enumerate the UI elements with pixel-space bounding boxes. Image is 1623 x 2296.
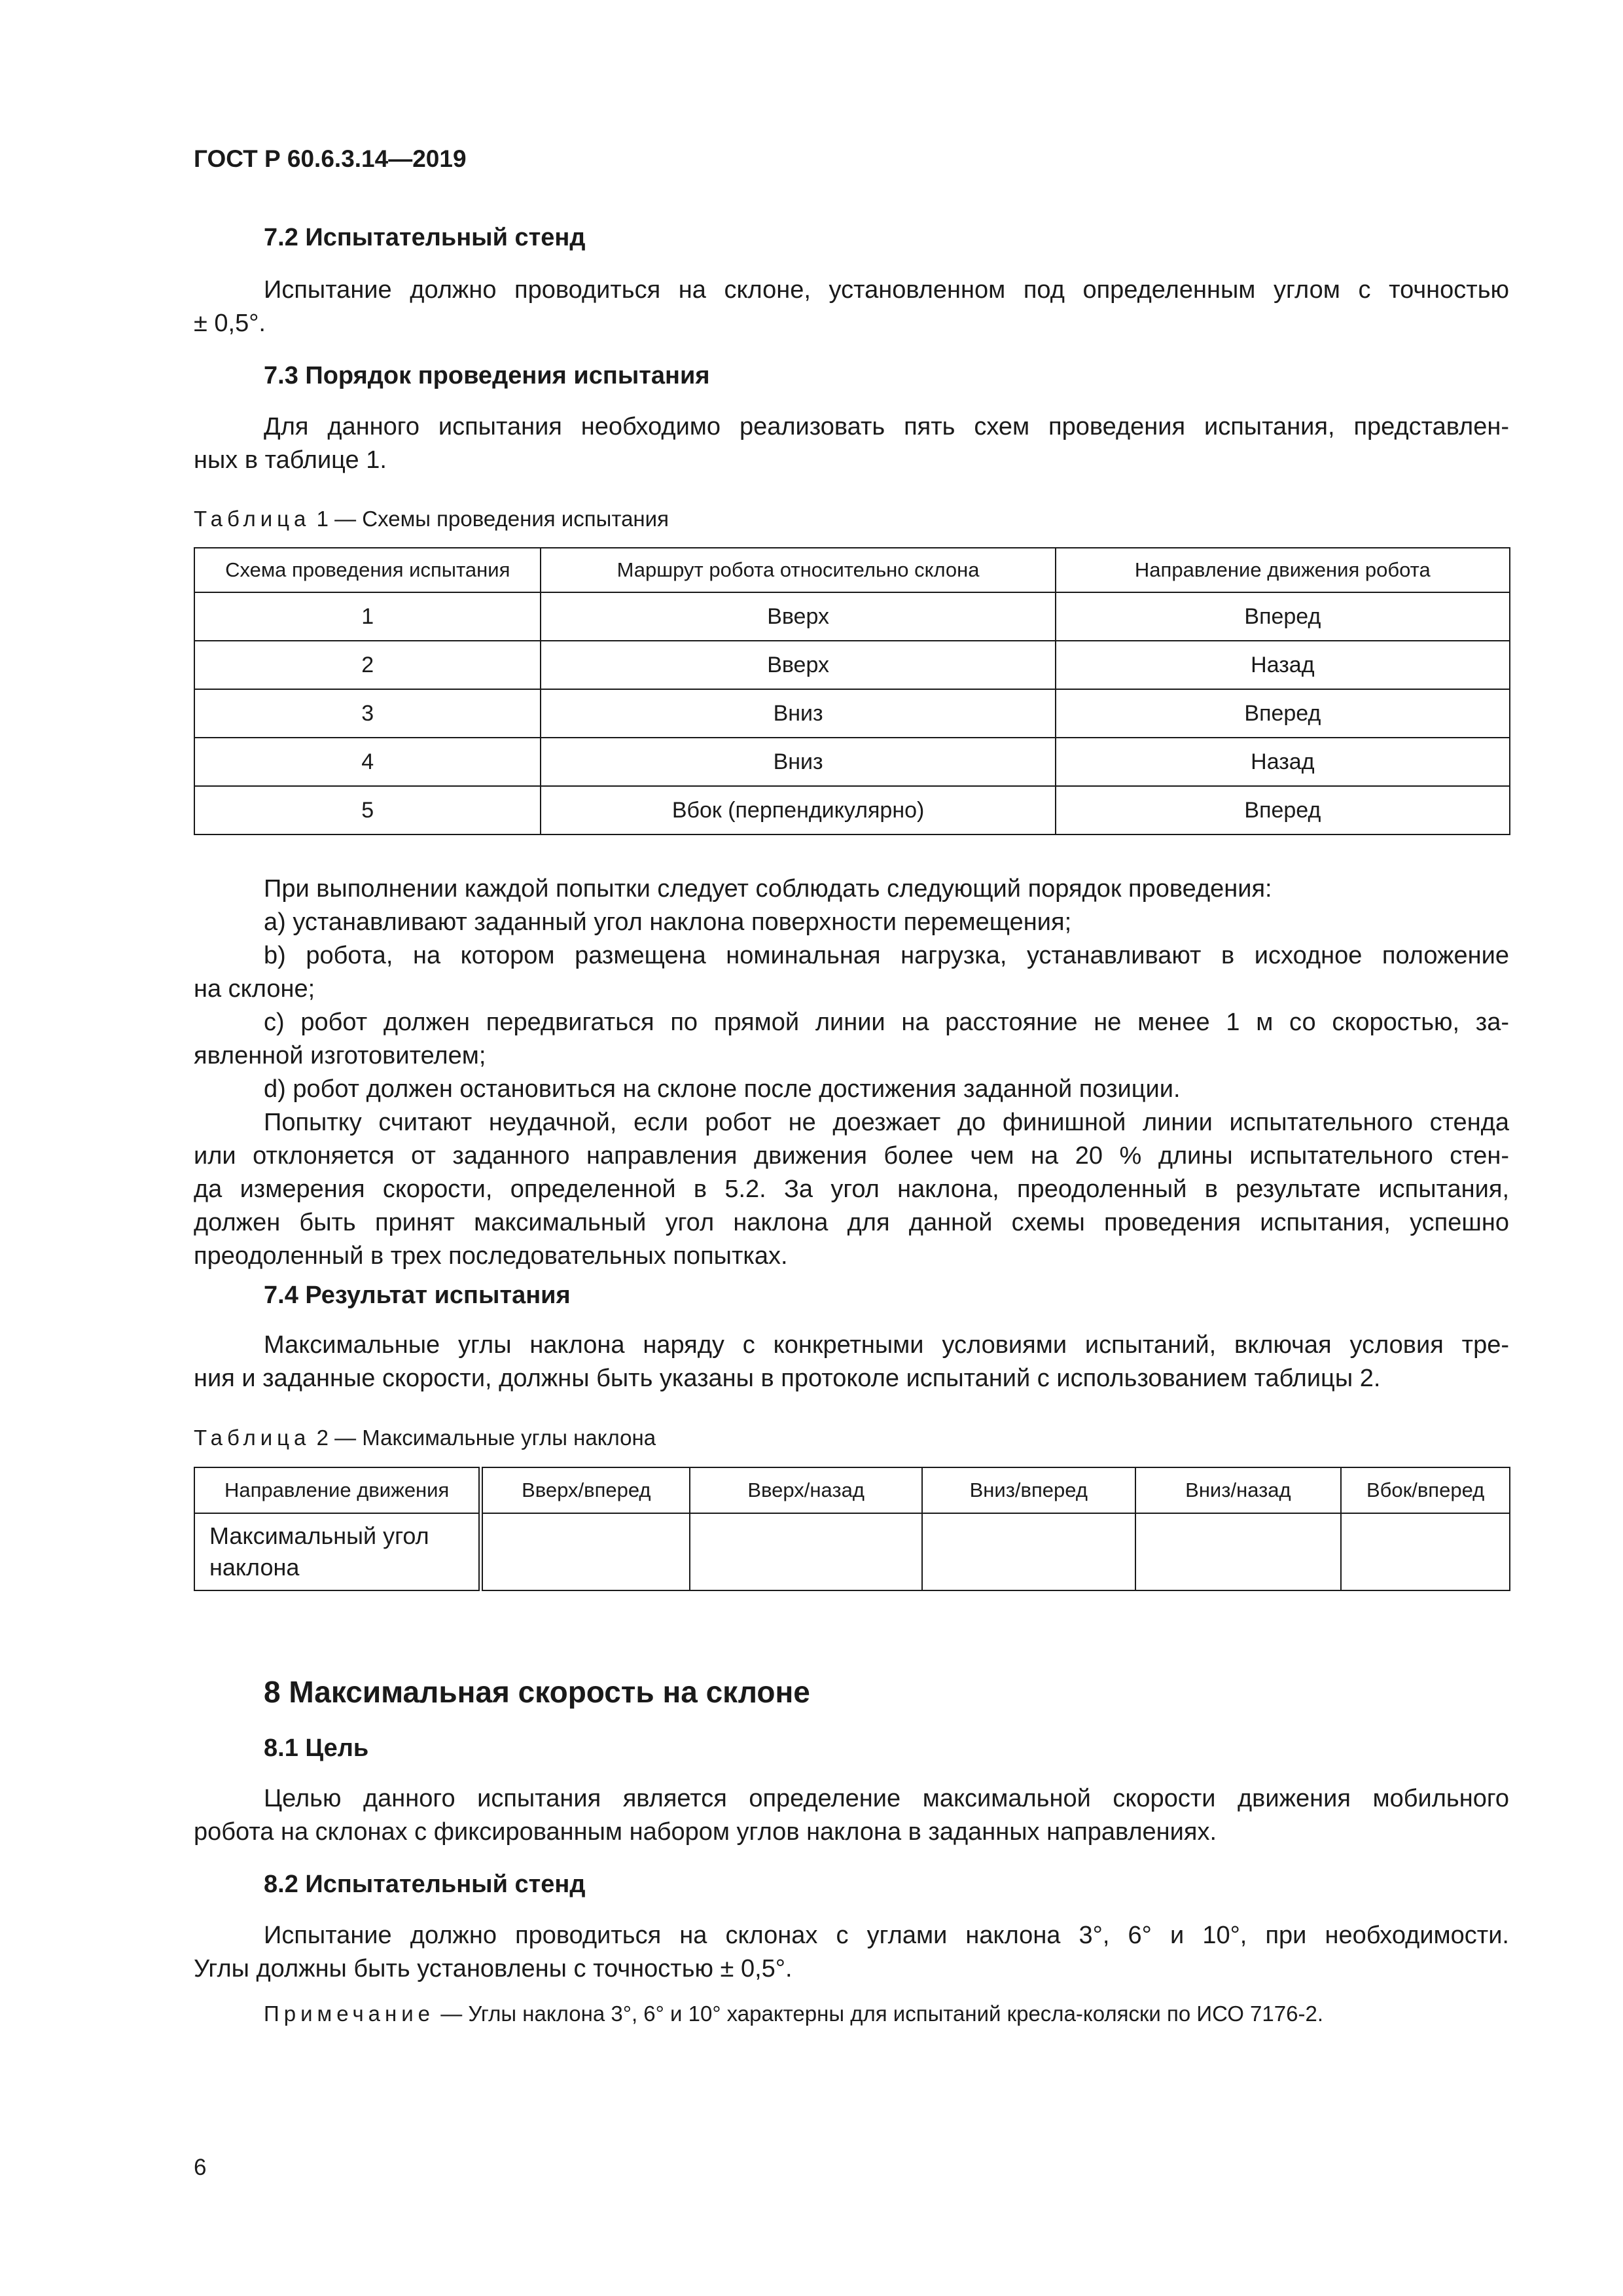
list-item-a: a) устанавливают заданный угол наклона поверхности перемещения; <box>264 908 1072 936</box>
table-cell-empty <box>481 1513 690 1590</box>
table-cell-empty <box>1135 1513 1342 1590</box>
table-cell-empty <box>690 1513 922 1590</box>
row-label-line: Максимальный угол <box>209 1522 429 1549</box>
text-line: или отклоняется от заданного направления движения более чем на 20 % длины испытательного стен- <box>194 1142 1509 1170</box>
text-line: Целью данного испытания является определение максимальной скорости движения мобильного <box>264 1785 1509 1812</box>
text-line: ных в таблице 1. <box>194 446 387 474</box>
table-cell: 1 <box>194 592 541 641</box>
table-cell-empty <box>1341 1513 1510 1590</box>
table-2 <box>194 1467 1510 1591</box>
text-line: на склоне; <box>194 975 315 1003</box>
table-cell: Вниз <box>541 738 1055 786</box>
section-8-2-heading: 8.2 Испытательный стенд <box>264 1871 586 1898</box>
table-header-row <box>194 548 1510 592</box>
table-cell: Вверх <box>541 592 1055 641</box>
table-row <box>194 592 1510 641</box>
text-line: ± 0,5°. <box>194 310 266 337</box>
table-header-cell: Вниз/вперед <box>922 1467 1135 1513</box>
text-line: явленной изготовителем; <box>194 1042 486 1069</box>
table-cell: 4 <box>194 738 541 786</box>
standard-code: ГОСТ Р 60.6.3.14—2019 <box>194 145 467 172</box>
text-line: ния и заданные скорости, должны быть указаны в протоколе испытаний с использованием таблицы 2. <box>194 1365 1381 1392</box>
procedure-text <box>194 872 1509 1273</box>
text-line: Испытание должно проводиться на склоне, установленном под определенным углом с точностью <box>264 276 1509 304</box>
table-cell: 2 <box>194 641 541 689</box>
list-item-b: b) робота, на котором размещена номинальная нагрузка, устанавливают в исходное положение <box>264 942 1509 969</box>
table-row-label <box>194 1513 481 1590</box>
note-text: — Углы наклона 3°, 6° и 10° характерны для испытаний кресла-коляски по ИСО 7176-2. <box>440 2001 1323 2026</box>
text-line: При выполнении каждой попытки следует соблюдать следующий порядок проведения: <box>264 875 1272 903</box>
table-header-cell: Вбок/вперед <box>1341 1467 1510 1513</box>
page-number: 6 <box>194 2155 207 2180</box>
note <box>264 2001 1323 2026</box>
text-line: да измерения скорости, определенной в 5.2. За угол наклона, преодоленный в результате испытания, <box>194 1175 1509 1203</box>
text-line: Максимальные углы наклона наряду с конкретными условиями испытаний, включая условия тре- <box>264 1331 1509 1359</box>
table-1 <box>194 547 1510 835</box>
caption-text: 2 — Максимальные углы наклона <box>316 1426 656 1450</box>
row-label-line: наклона <box>209 1554 300 1581</box>
table-header-cell: Маршрут робота относительно склона <box>541 548 1055 592</box>
table-header-cell: Направление движения <box>194 1467 481 1513</box>
text-line: Испытание должно проводиться на склонах с углами наклона 3°, 6° и 10°, при необходимости. <box>264 1922 1509 1949</box>
table-cell: Назад <box>1056 641 1510 689</box>
table-header-cell: Направление движения робота <box>1056 548 1510 592</box>
table-cell-empty <box>922 1513 1135 1590</box>
text-line: должен быть принят максимальный угол наклона для данной схемы проведения испытания, успешно <box>194 1209 1509 1236</box>
table-row <box>194 738 1510 786</box>
table-header-cell: Вверх/назад <box>690 1467 922 1513</box>
table-1-caption <box>194 507 669 531</box>
note-prefix: Примечание <box>264 2001 435 2026</box>
text-line: робота на склонах с фиксированным набором углов наклона в заданных направлениях. <box>194 1818 1217 1846</box>
table-2-caption <box>194 1426 656 1450</box>
section-7-3-heading: 7.3 Порядок проведения испытания <box>264 362 710 389</box>
caption-prefix: Таблица <box>194 507 311 531</box>
section-7-2-heading: 7.2 Испытательный стенд <box>264 224 586 251</box>
section-8-1-text <box>194 1782 1509 1849</box>
table-cell: Назад <box>1056 738 1510 786</box>
list-item-d: d) робот должен остановиться на склоне после достижения заданной позиции. <box>264 1075 1181 1103</box>
table-row <box>194 786 1510 834</box>
table-cell: Вниз <box>541 689 1055 738</box>
table-header-row <box>194 1467 1510 1513</box>
table-header-cell: Вверх/вперед <box>481 1467 690 1513</box>
section-8-heading: 8 Максимальная скорость на склоне <box>264 1675 810 1709</box>
table-row <box>194 641 1510 689</box>
section-7-4-heading: 7.4 Результат испытания <box>264 1282 571 1309</box>
table-cell: Вверх <box>541 641 1055 689</box>
caption-prefix: Таблица <box>194 1426 311 1450</box>
table-cell: 5 <box>194 786 541 834</box>
table-row <box>194 1513 1510 1590</box>
list-item-c: c) робот должен передвигаться по прямой линии на расстояние не менее 1 м со скоростью, за- <box>264 1009 1509 1036</box>
table-cell: 3 <box>194 689 541 738</box>
table-header-cell: Схема проведения испытания <box>194 548 541 592</box>
text-line: Углы должны быть установлены с точностью ± 0,5°. <box>194 1955 793 1982</box>
section-8-1-heading: 8.1 Цель <box>264 1734 369 1762</box>
table-cell: Вперед <box>1056 689 1510 738</box>
text-line: Для данного испытания необходимо реализовать пять схем проведения испытания, представлен- <box>264 413 1509 440</box>
text-line: преодоленный в трех последовательных попытках. <box>194 1242 788 1270</box>
text-line: Попытку считают неудачной, если робот не доезжает до финишной линии испытательного стенда <box>264 1109 1509 1136</box>
table-cell: Вбок (перпендикулярно) <box>541 786 1055 834</box>
table-row <box>194 689 1510 738</box>
table-cell: Вперед <box>1056 592 1510 641</box>
table-cell: Вперед <box>1056 786 1510 834</box>
section-8-2-text <box>194 1919 1509 1986</box>
section-7-3-text <box>194 410 1509 477</box>
caption-text: 1 — Схемы проведения испытания <box>316 507 669 531</box>
section-7-4-text <box>194 1329 1509 1395</box>
table-header-cell: Вниз/назад <box>1135 1467 1342 1513</box>
section-7-2-text <box>194 274 1509 340</box>
